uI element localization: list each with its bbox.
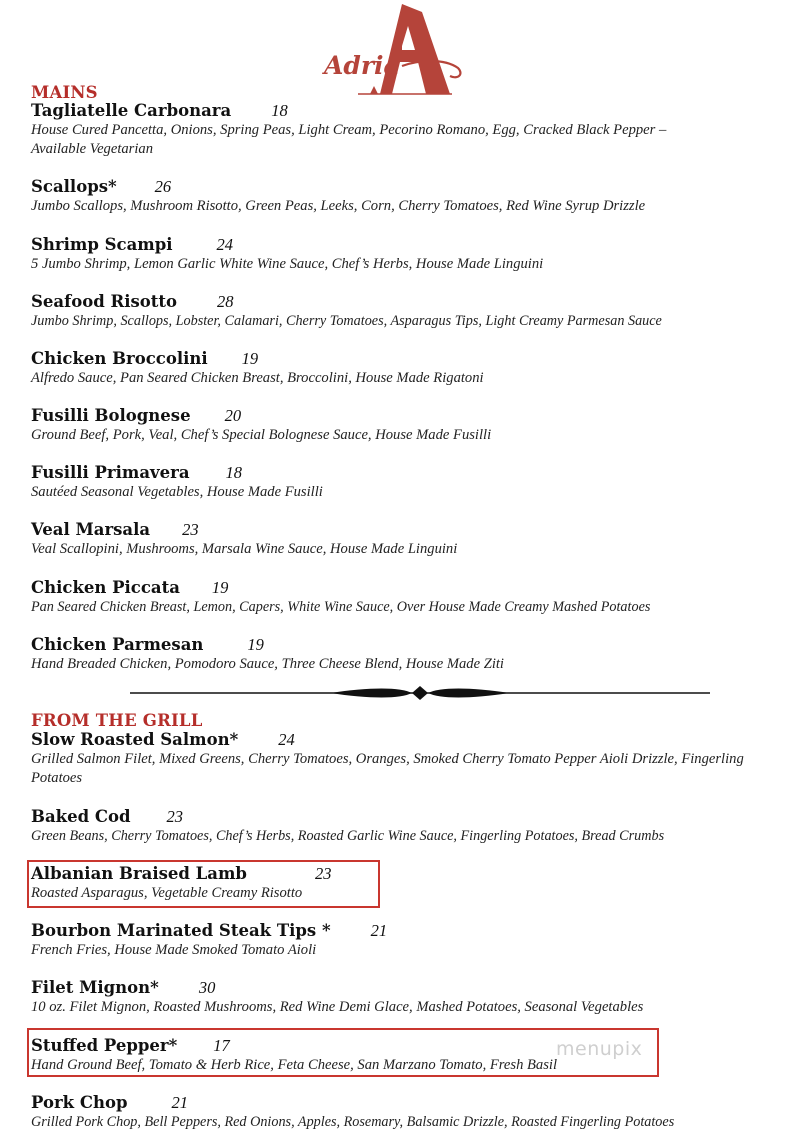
item-name: Baked Cod (31, 807, 131, 826)
item-price: 23 (314, 864, 332, 883)
item-price: 21 (370, 921, 388, 940)
item-name: Bourbon Marinated Steak Tips * (31, 921, 331, 940)
menu-item (31, 635, 783, 674)
item-name: Slow Roasted Salmon* (31, 730, 239, 749)
menu-item (31, 921, 783, 960)
item-name: Albanian Braised Lamb (31, 864, 247, 883)
menu-item (31, 1036, 783, 1075)
item-description: French Fries, House Made Smoked Tomato Aioli (31, 942, 317, 958)
section-title-mains: MAINS (31, 83, 98, 102)
item-description: House Cured Pancetta, Onions, Spring Peas, Light Cream, Pecorino Romano, Egg, Cracked Black Pepper – Available Vegetarian (31, 122, 667, 157)
item-price: 20 (224, 406, 242, 425)
menu-item (31, 520, 783, 559)
item-name: Chicken Parmesan (31, 635, 204, 654)
item-description: Jumbo Scallops, Mushroom Risotto, Green Peas, Leeks, Corn, Cherry Tomatoes, Red Wine Syrup Drizzle (31, 198, 646, 214)
watermark: menupix (556, 1038, 643, 1060)
item-description: Green Beans, Cherry Tomatoes, Chef’s Herbs, Roasted Garlic Wine Sauce, Fingerling Potatoes, Bread Crumbs (31, 828, 665, 844)
menu-item (31, 578, 783, 617)
item-price: 24 (278, 730, 295, 749)
menu-item (31, 730, 783, 788)
item-description: Hand Breaded Chicken, Pomodoro Sauce, Three Cheese Blend, House Made Ziti (31, 656, 504, 672)
item-price: 19 (247, 635, 264, 654)
item-description: Sautéed Seasonal Vegetables, House Made Fusilli (31, 484, 323, 500)
item-description: Ground Beef, Pork, Veal, Chef’s Special Bolognese Sauce, House Made Fusilli (31, 427, 492, 443)
item-name: Chicken Broccolini (31, 349, 208, 368)
menu-item (31, 406, 783, 445)
item-description: Hand Ground Beef, Tomato & Herb Rice, Feta Cheese, San Marzano Tomato, Fresh Basil (31, 1057, 558, 1073)
menu-item (31, 177, 783, 216)
adria-logo (318, 2, 468, 98)
item-description: Grilled Salmon Filet, Mixed Greens, Cherry Tomatoes, Oranges, Smoked Cherry Tomato Pepper Aioli Drizzle, Fingerling Potatoes (31, 751, 744, 786)
ornamental-divider (130, 683, 710, 703)
item-description: Pan Seared Chicken Breast, Lemon, Capers, White Wine Sauce, Over House Made Creamy Mashed Potatoes (31, 599, 651, 615)
menu-item (31, 864, 783, 903)
item-name: Fusilli Bolognese (31, 406, 191, 425)
item-name: Scallops* (31, 177, 117, 196)
menu-item (31, 807, 783, 846)
item-description: Veal Scallopini, Mushrooms, Marsala Wine Sauce, House Made Linguini (31, 541, 458, 557)
item-price: 24 (216, 235, 234, 254)
item-price: 26 (154, 177, 172, 196)
item-price: 18 (271, 101, 288, 120)
item-description: Alfredo Sauce, Pan Seared Chicken Breast, Broccolini, House Made Rigatoni (31, 370, 484, 386)
item-price: 19 (211, 578, 229, 597)
item-price: 30 (198, 978, 216, 997)
item-price: 19 (241, 349, 259, 368)
item-price: 17 (213, 1036, 230, 1055)
item-price: 21 (171, 1093, 189, 1112)
menu-item (31, 463, 783, 502)
item-name: Filet Mignon* (31, 978, 159, 997)
menu-item (31, 235, 783, 274)
menu-item (31, 101, 783, 159)
menu-item (31, 978, 783, 1017)
item-name: Veal Marsala (31, 520, 151, 539)
item-name: Tagliatelle Carbonara (31, 101, 232, 120)
item-description: 5 Jumbo Shrimp, Lemon Garlic White Wine Sauce, Chef’s Herbs, House Made Linguini (31, 256, 544, 272)
item-price: 23 (182, 520, 199, 539)
section-title-from-the-grill: FROM THE GRILL (31, 711, 203, 730)
item-name: Seafood Risotto (31, 292, 178, 311)
item-description: Roasted Asparagus, Vegetable Creamy Risotto (31, 885, 303, 901)
menu-item (31, 292, 783, 331)
item-description: Jumbo Shrimp, Scallops, Lobster, Calamari, Cherry Tomatoes, Asparagus Tips, Light Creamy Parmesan Sauce (31, 313, 662, 329)
item-name: Fusilli Primavera (31, 463, 190, 482)
item-name: Stuffed Pepper* (31, 1036, 178, 1055)
item-price: 28 (217, 292, 234, 311)
logo-text: Adria (324, 51, 400, 80)
item-description: 10 oz. Filet Mignon, Roasted Mushrooms, Red Wine Demi Glace, Mashed Potatoes, Seasonal Vegetables (31, 999, 644, 1015)
menu-item (31, 1093, 783, 1132)
item-name: Chicken Piccata (31, 578, 180, 597)
item-description: Grilled Pork Chop, Bell Peppers, Red Onions, Apples, Rosemary, Balsamic Drizzle, Roasted Fingerling Potatoes (31, 1114, 675, 1130)
item-price: 18 (225, 463, 243, 482)
item-name: Pork Chop (31, 1093, 128, 1112)
item-price: 23 (166, 807, 184, 826)
item-name: Shrimp Scampi (31, 235, 173, 254)
menu-item (31, 349, 783, 388)
